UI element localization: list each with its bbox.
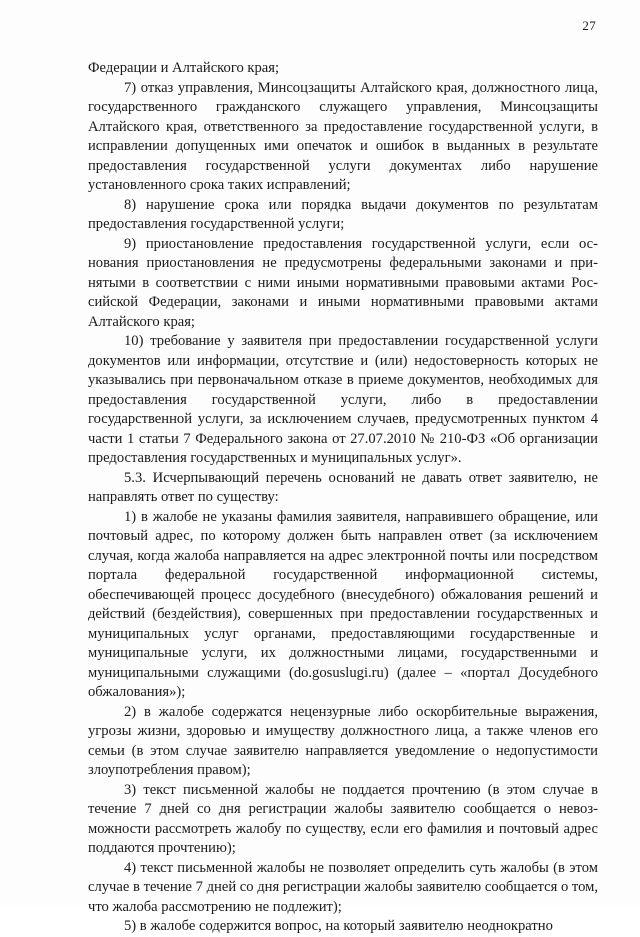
paragraph-item-10: 10) требование у заявителя при предоставлении государственной услуги документов или информации, отсутствие и (или) недостоверность которых не указывались при первоначальном отказе в приеме документов, необходимых для предоставления государственной услуги, либо в предоставлении государственной услуги, за исключением случаев, предусмотренных пунктом 4 части 1 статьи 7 Федерального закона от 27.07.2010 № 210-ФЗ «Об организации предоставления государственных и муниципальных услуг». [88, 333, 598, 466]
document-body [88, 59, 598, 937]
paragraph-item-9: 9) приостановление предоставления государственной услуги, если основания приостановления не предусмотрены федеральными законами и принятыми в соответствии с ними иными нормативными правовыми актами Российской Федерации, законами и иными нормативными правовыми актами Алтайского края; [88, 235, 598, 330]
paragraph-item-7: 7) отказ управления, Минсоцзащиты Алтайского края, должностного лица, государственного гражданского служащего управления, Минсоцзащиты Алтайского края, ответственного за предоставление государственной услуги, в исправлении допущенных ими опечаток и ошибок в выданных в результате предоставления государственной услуги документах либо нарушение установленного срока таких исправлений; [88, 79, 598, 193]
paragraph-continuation: Федерации и Алтайского края; [88, 60, 280, 76]
page-number: 27 [582, 18, 596, 33]
section-5-3-heading: 5.3. Исчерпывающий перечень оснований не давать ответ заявителю, не направлять ответ по существу: [88, 469, 598, 505]
paragraph-item-5: 5) в жалобе содержится вопрос, на который заявителю неоднократно [124, 918, 553, 934]
paragraph-item-8: 8) нарушение срока или порядка выдачи документов по результатам предоставления государственной услуги; [88, 196, 598, 232]
paragraph-item-2: 2) в жалобе содержатся нецензурные либо оскорбительные выражения, угрозы жизни, здоровью и имуществу должностного лица, а также членов его семьи (в этом случае заявителю направляется уведомление о недопустимости злоупотребления правом); [88, 703, 598, 778]
paragraph-item-1: 1) в жалобе не указаны фамилия заявителя, направившего обращение, или почтовый адрес, по которому должен быть направлен ответ (за исключением случая, когда жалоба направляется на адрес электронной почты или посредством портала федеральной государственной информационной системы, обеспечивающей процесс досудебного (внесудебного) обжалования решений и действий (бездействия), совершенных при предоставлении государственных и муниципальных услуг органами, предоставляющими государственные и муниципальные услуги, их должностными лицами, государственными и муниципальными служащими (do.gosuslugi.ru) (далее – «портал Досудебного обжалования»); [88, 508, 598, 700]
paragraph-item-4: 4) текст письменной жалобы не позволяет определить суть жалобы (в этом случае в течение 7 дней со дня регистрации жалобы заявителю сообщается о том, что жалоба рассмотрению не подлежит); [88, 859, 598, 915]
paragraph-item-3: 3) текст письменной жалобы не поддается прочтению (в этом случае в течение 7 дней со дня регистрации жалобы заявителю сообщается о невозможности рассмотреть жалобу по существу, если его фамилия и почтовый адрес поддаются прочтению); [88, 781, 598, 856]
